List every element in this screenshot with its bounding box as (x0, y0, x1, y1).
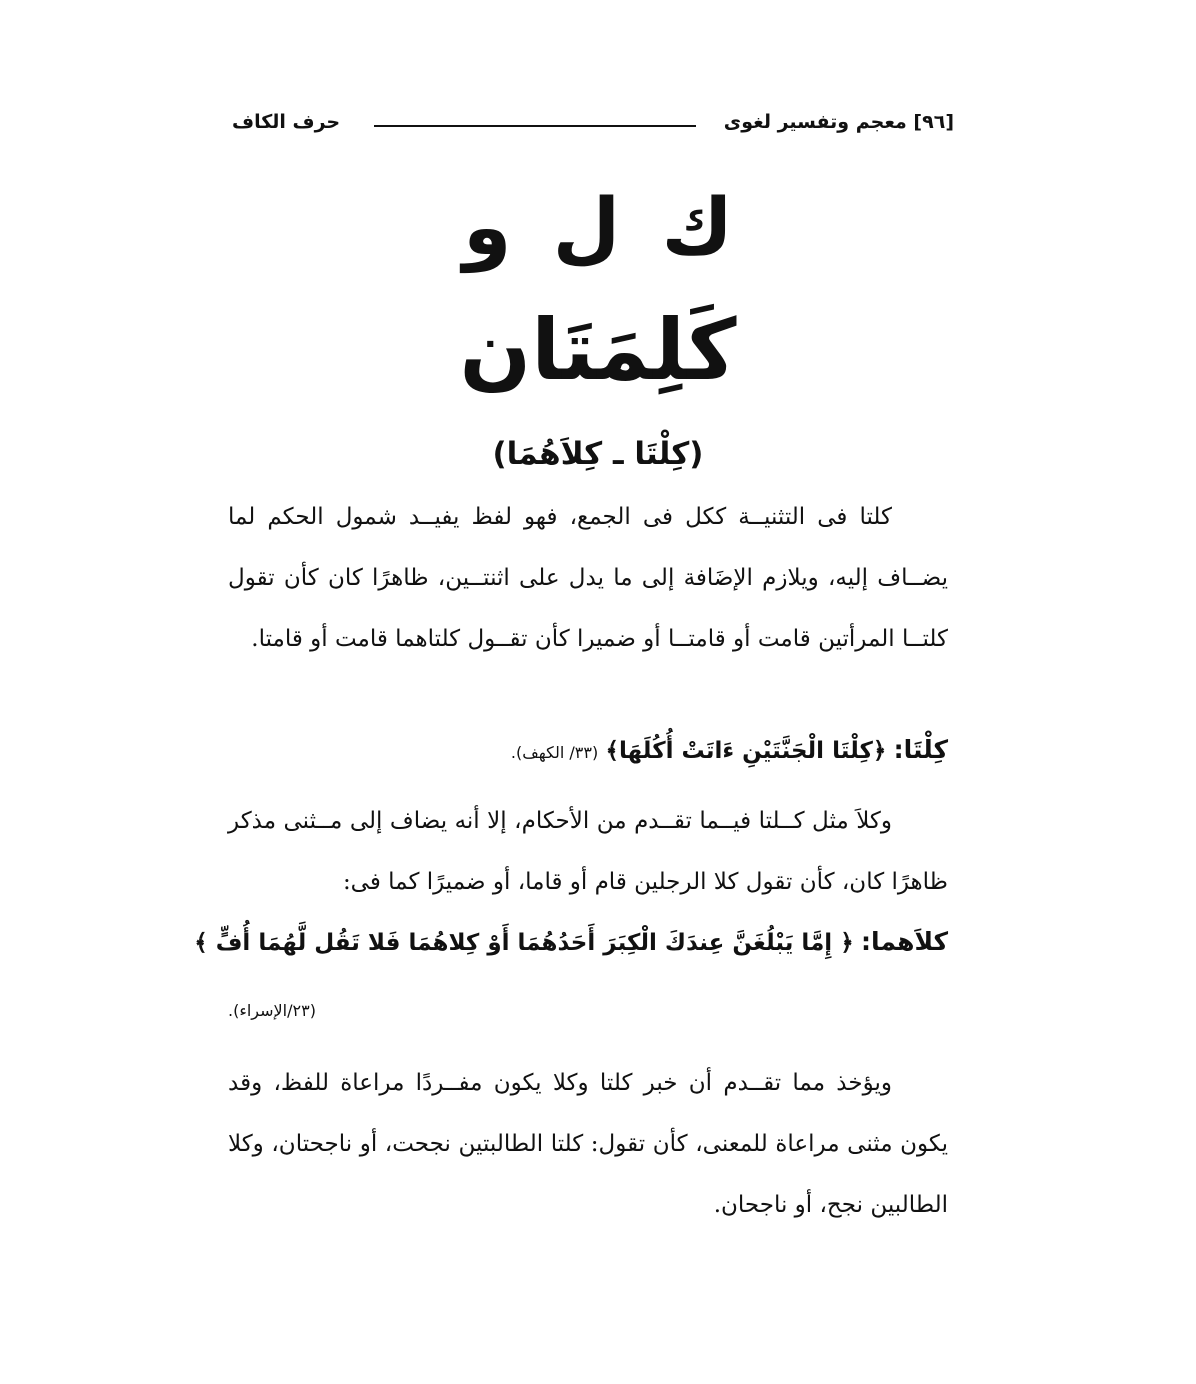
header-page-and-book-title: [٩٦] معجم وتفسير لغوى (723, 111, 954, 133)
entry-subtitle: (كِلْتَا ـ كِلاَهُمَا) (492, 436, 704, 472)
quran-quote-1 (228, 730, 948, 773)
entry-headword: كَلِمَتَان (459, 301, 737, 399)
quote-1-verse: ﴿كِلْتَا الْجَنَّتَيْنِ ءَاتَتْ أُكُلَهَا﴾ (605, 738, 887, 764)
quote-2-verse: ﴿ إِمَّا يَبْلُغَنَّ عِندَكَ الْكِبَرَ أَحَدُهُمَا أَوْ كِلاهُمَا فَلا تَقُل لَّهُمَا أُفٍّ ﴾ (194, 930, 854, 956)
header-chapter-title: حرف الكاف (232, 111, 341, 133)
entry-root-letters: ك ل و (463, 183, 733, 273)
quote-1-label: كِلْتَا: (893, 735, 948, 764)
paragraph-3: ويؤخذ مما تقــدم أن خبر كلتا وكلا يكون مفــردًا مراعاة للفظ، وقد يكون مثنى مراعاة للمعنى، كأن تقول: كلتا الطالبتين نجحت، أو ناجحتان، وكلا الطالبين نجح، أو ناجحان. (228, 1070, 948, 1218)
paragraph-1: كلتا فى التثنيــة ككل فى الجمع، فهو لفظ يفيــد شمول الحكم لما يضــاف إليه، ويلازم الإضَافة إلى ما يدل على اثنتــين، ظاهرًا كان كأن تقول كلتــا المرأتين قامت أو قامتــا أو ضميرا كأن تقــول كلتاهما قامت أو قامتا. (228, 504, 948, 652)
quote-2-reference: (٢٣/الإسراء). (228, 1001, 316, 1020)
quote-1-reference: (٣٣/ الكهف). (510, 743, 599, 762)
header-rule (374, 125, 696, 127)
running-header (232, 104, 954, 140)
quran-quote-2 (194, 922, 948, 963)
paragraph-2: وكلاَ مثل كــلتا فيــما تقــدم من الأحكام، إلا أنه يضاف إلى مــثنى مذكر ظاهرًا كان، كأن تقول كلا الرجلين قام أو قاما، أو ضميرًا كما فى: (228, 808, 948, 895)
quote-2-label: كلاَهما: (861, 927, 948, 956)
